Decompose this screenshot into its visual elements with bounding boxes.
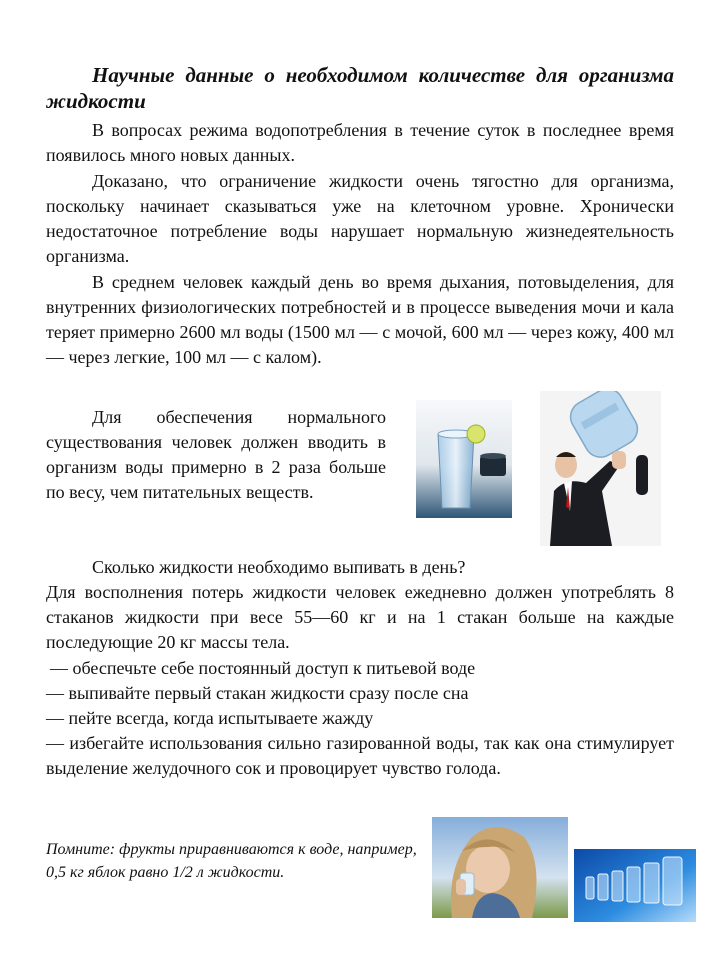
paragraph-intro: В вопросах режима водопотребления в течение суток в последнее время появилось много новых данных. bbox=[46, 120, 674, 165]
bullet-thirst: — пейте всегда, когда испытываете жажду bbox=[46, 708, 374, 728]
bullet-after-sleep: — выпивайте первый стакан жидкости сразу после сна bbox=[46, 683, 469, 703]
fruit-note: Помните: фрукты приравниваются к воде, например, 0,5 кг яблок равно 1/2 л жидкости. bbox=[46, 841, 417, 881]
row-of-water-glasses-photo bbox=[574, 849, 696, 922]
paragraph-daily-loss: В среднем человек каждый день во время дыхания, потовыделения, для внутренних физиологических потребностей и в процессе выведения мочи и кала теряет примерно 2600 мл воды (1500 мл — с мочой, 600 мл — через кожу, 400 мл — через легкие, 100 мл — с калом). bbox=[46, 272, 674, 367]
paragraph-water-ratio: Для обеспечения нормального существования человек должен вводить в организм воды примерно в 2 раза больше по весу, чем питательных веществ. bbox=[46, 407, 386, 502]
page-title: Научные данные о необходимом количестве для организма жидкости bbox=[46, 63, 674, 113]
paragraph-question: Сколько жидкости необходимо выпивать в день? bbox=[92, 557, 466, 577]
paragraph-recommendation: Для восполнения потерь жидкости человек ежедневно должен употреблять 8 стаканов жидкости при весе 55—60 кг и на 1 стакан больше на каждые последующие 20 кг массы тела. bbox=[46, 582, 674, 652]
glass-of-water-photo bbox=[416, 400, 512, 518]
bullet-access: — обеспечьте себе постоянный доступ к питьевой воде bbox=[50, 658, 476, 678]
paragraph-restriction: Доказано, что ограничение жидкости очень тягостно для организма, поскольку начинает сказываться уже на клеточном уровне. Хронически недостаточное потребление воды нарушает нормальную жизнедеятельность организма. bbox=[46, 171, 674, 266]
man-drinking-from-water-bottle-photo bbox=[540, 391, 661, 546]
girl-drinking-water-photo bbox=[432, 817, 568, 918]
bullet-carbonated: — избегайте использования сильно газированной воды, так как она стимулирует выделение желудочного сок и провоцирует чувство голода. bbox=[46, 733, 674, 778]
